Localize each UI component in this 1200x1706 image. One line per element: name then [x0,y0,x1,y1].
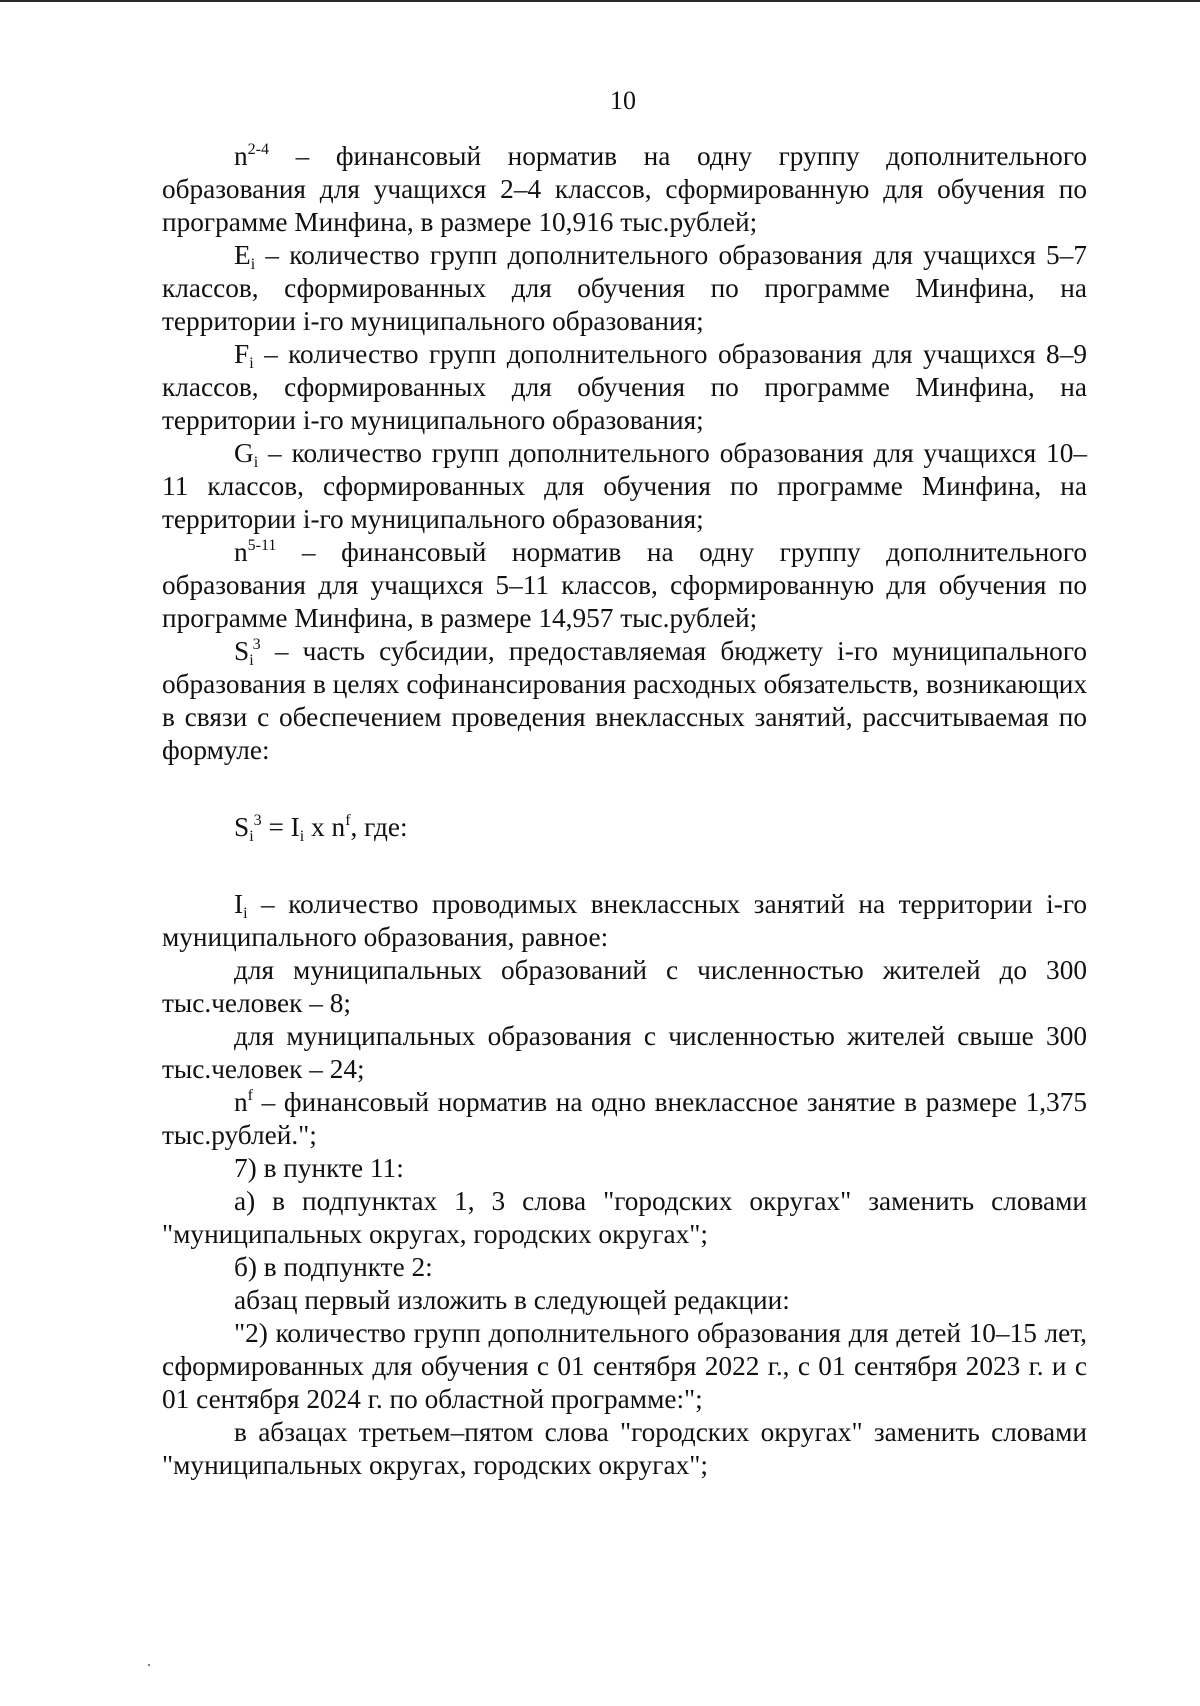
symbol-subscript: i [253,454,259,471]
symbol-subscript: i [249,652,254,669]
paragraph-i-i [162,888,1087,954]
paragraph-third-fifth: в абзацах третьем–пятом слова "городских округах" заменить словами "муниципальных округах, городских округах"; [162,1417,1087,1480]
symbol: F [234,339,250,369]
paragraph-g-i [162,437,1087,536]
paragraph-text: – количество групп дополнительного образования для учащихся 10–11 классов, сформированных для обучения по программе Минфина, на территории i-го муниципального образования; [162,438,1087,534]
paragraph-text: – часть субсидии, предоставляемая бюджету i-го муниципального образования в целях софинансирования расходных обязательств, возникающих в связи с обеспечением проведения внеклассных занятий, рассчитываемая по формуле: [162,636,1087,765]
paragraph-up-to-300: для муниципальных образований с численностью жителей до 300 тыс.человек – 8; [162,955,1087,1018]
symbol-superscript: 5-11 [247,537,277,554]
symbol: n [234,141,248,171]
paragraph-s-i-3 [162,635,1087,767]
paragraph-text: – количество групп дополнительного образования для учащихся 5–7 классов, сформированных для обучения по программе Минфина, на территории i-го муниципального образования; [162,240,1087,336]
formula-tail: , где: [350,812,408,842]
paragraph-text: – количество проводимых внеклассных занятий на территории i-го муниципального образования, равное: [162,889,1087,952]
symbol-superscript: f [247,1087,253,1104]
paragraph-n-2-4 [162,140,1087,239]
paragraph-item-7: 7) в пункте 11: [234,1153,404,1183]
symbol-subscript: i [243,905,248,922]
paragraph-text: – финансовый норматив на одно внеклассное занятие в размере 1,375 тыс.рублей."; [162,1087,1087,1150]
symbol: G [234,438,254,468]
formula-equals: = I [261,812,300,842]
formula-symbol-s: S [234,812,250,842]
symbol: n [234,537,248,567]
symbol-subscript: i [249,355,254,372]
paragraph-text: – финансовый норматив на одну группу дополнительного образования для учащихся 2–4 классов, сформированную для обучения по программе Минфина, в размере 10,916 тыс.рублей; [162,141,1087,237]
page-number: 10 [610,86,636,115]
paragraph-n-5-11 [162,536,1087,635]
paragraph-first-abzac: абзац первый изложить в следующей редакции: [234,1285,790,1315]
formula-subscript: i [299,828,305,845]
formula-multiply: x n [304,812,346,842]
formula-superscript: 3 [253,812,262,829]
scan-edge-line [0,0,1200,2]
paragraph-item-a: а) в подпунктах 1, 3 слова "городских округах" заменить словами "муниципальных округах, городских округах"; [162,1186,1087,1249]
paragraph-f-i [162,338,1087,437]
paragraph-item-b: б) в подпункте 2: [234,1252,433,1282]
paragraph-text: – количество групп дополнительного образования для учащихся 8–9 классов, сформированных для обучения по программе Минфина, на территории i-го муниципального образования; [162,339,1087,435]
scan-speck [148,1664,150,1666]
formula-subscript: i [249,828,254,845]
symbol-superscript: 3 [252,636,261,653]
symbol-subscript: i [250,256,256,273]
symbol: S [234,636,250,666]
symbol: n [234,1087,248,1117]
formula-superscript: f [345,812,351,829]
symbol: I [234,889,244,919]
document-body [162,140,1087,1482]
paragraph-e-i [162,239,1087,338]
symbol-superscript: 2-4 [247,141,269,158]
paragraph-text: – финансовый норматив на одну группу дополнительного образования для учащихся 5–11 классов, сформированную для обучения по программе Минфина, в размере 14,957 тыс.рублей; [162,537,1087,633]
symbol: E [234,240,251,270]
paragraph-quote-2: "2) количество групп дополнительного образования для детей 10–15 лет, сформированных для обучения с 01 сентября 2022 г., с 01 сентября 2023 г. и с 01 сентября 2024 г. по областной программе:"; [162,1318,1087,1414]
paragraph-n-f [162,1086,1087,1152]
paragraph-over-300: для муниципальных образования с численностью жителей свыше 300 тыс.человек – 24; [162,1021,1087,1084]
formula [162,811,1087,844]
